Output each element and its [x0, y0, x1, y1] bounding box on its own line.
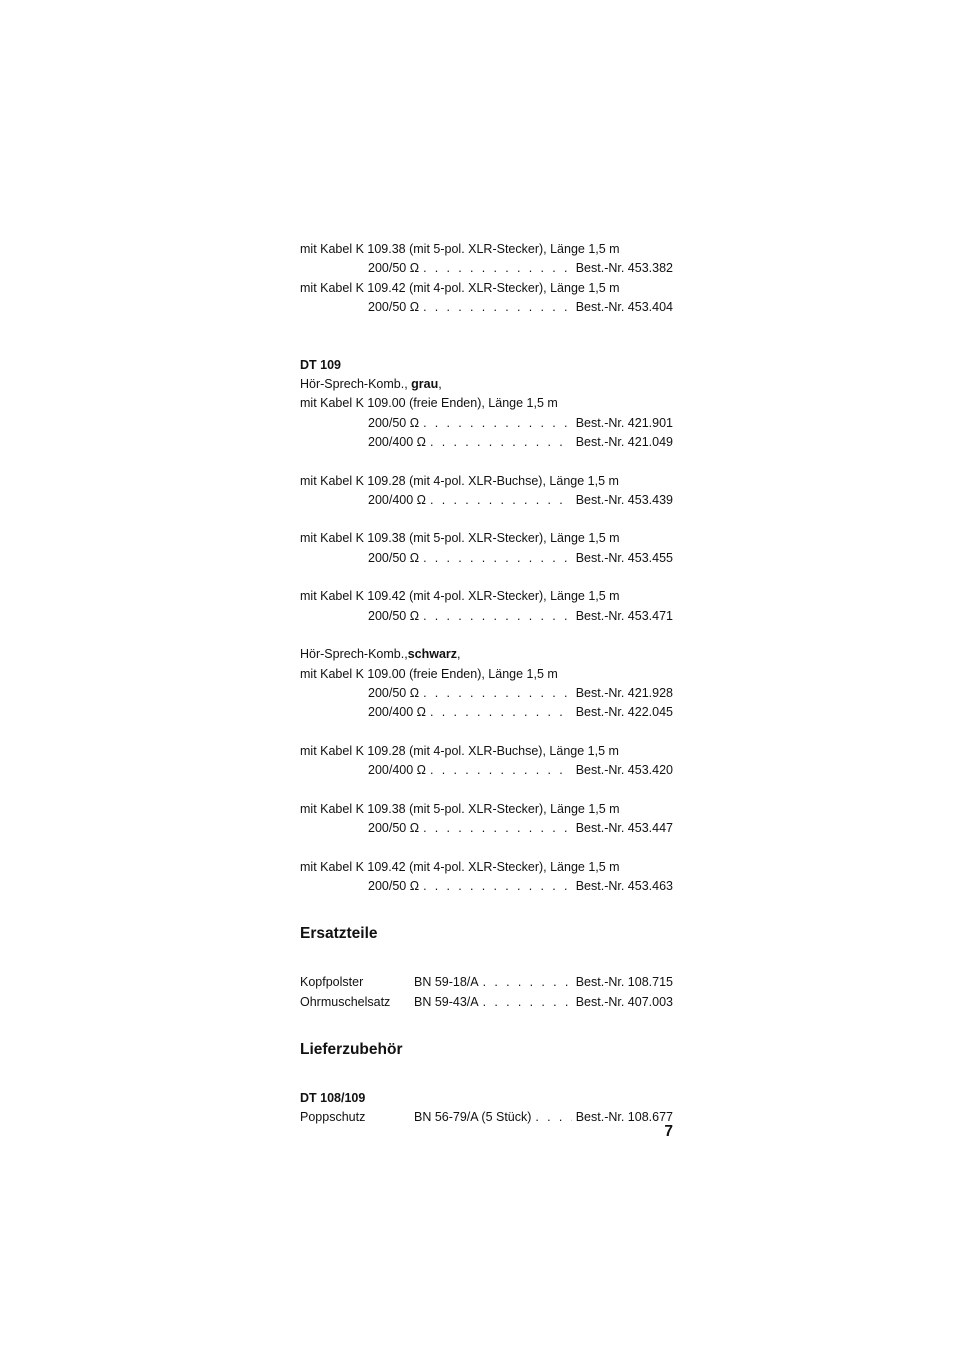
- leader-dots: [430, 433, 572, 452]
- leader-dots: [423, 259, 572, 278]
- impedance: 200/50 Ω: [368, 415, 420, 430]
- impedance: 200/400 Ω: [368, 492, 427, 507]
- order-number: Best.-Nr. 421.901: [575, 415, 673, 430]
- order-number: Best.-Nr. 421.049: [575, 434, 673, 449]
- impedance: 200/50 Ω: [368, 608, 420, 623]
- part-name: Ohrmuschelsatz: [300, 994, 391, 1009]
- part-name: Poppschutz: [300, 1110, 366, 1125]
- variant-line: Hör-Sprech-Komb.,schwarz,: [300, 647, 461, 662]
- order-number: Best.-Nr. 108.715: [575, 975, 673, 990]
- price-list: [300, 240, 673, 1128]
- impedance: 200/400 Ω: [368, 434, 427, 449]
- order-number: Best.-Nr. 453.404: [575, 299, 673, 314]
- leader-dots: [423, 819, 572, 838]
- variant-label: Hör-Sprech-Komb.,: [300, 377, 412, 392]
- model-heading: DT 108/109: [300, 1091, 366, 1106]
- part-code: BN 59-18/A: [414, 975, 479, 990]
- order-row: [300, 877, 673, 896]
- order-number: Best.-Nr. 453.439: [575, 492, 673, 507]
- leader-dots: [430, 703, 572, 722]
- order-row: [300, 259, 673, 278]
- cable-line: mit Kabel K 109.38 (mit 5-pol. XLR-Stecker), Länge 1,5 m: [300, 801, 620, 816]
- cable-line: mit Kabel K 109.42 (mit 4-pol. XLR-Stecker), Länge 1,5 m: [300, 280, 620, 295]
- order-row: [300, 684, 673, 703]
- order-row: [300, 703, 673, 722]
- leader-dots: [423, 414, 572, 433]
- impedance: 200/50 Ω: [368, 550, 420, 565]
- leader-dots: [483, 973, 572, 992]
- impedance: 200/50 Ω: [368, 820, 420, 835]
- part-code: BN 59-43/A: [414, 994, 479, 1009]
- order-row: [300, 491, 673, 510]
- part-code: BN 56-79/A (5 Stück): [414, 1110, 532, 1125]
- variant-color: grau: [411, 377, 439, 392]
- section-heading-lieferzubehoer: Lieferzubehör: [300, 1041, 403, 1059]
- order-row: [300, 819, 673, 838]
- leader-dots: [430, 761, 572, 780]
- cable-line: mit Kabel K 109.00 (freie Enden), Länge 1,5 m: [300, 666, 558, 681]
- accessory-row: [300, 1108, 673, 1127]
- impedance: 200/50 Ω: [368, 261, 420, 276]
- variant-color: schwarz: [407, 647, 458, 662]
- order-number: Best.-Nr. 453.382: [575, 261, 673, 276]
- impedance: 200/400 Ω: [368, 763, 427, 778]
- impedance: 200/50 Ω: [368, 685, 420, 700]
- spare-part-row: [300, 973, 673, 992]
- order-number: Best.-Nr. 453.455: [575, 550, 673, 565]
- leader-dots: [430, 491, 572, 510]
- cable-line: mit Kabel K 109.42 (mit 4-pol. XLR-Stecker), Länge 1,5 m: [300, 589, 620, 604]
- leader-dots: [483, 993, 572, 1012]
- order-number: Best.-Nr. 407.003: [575, 994, 673, 1009]
- order-row: [300, 414, 673, 433]
- cable-line: mit Kabel K 109.28 (mit 4-pol. XLR-Buchse), Länge 1,5 m: [300, 473, 619, 488]
- cable-line: mit Kabel K 109.28 (mit 4-pol. XLR-Buchse), Länge 1,5 m: [300, 743, 619, 758]
- model-heading: DT 109: [300, 357, 341, 372]
- order-number: Best.-Nr. 422.045: [575, 705, 673, 720]
- leader-dots: [535, 1108, 571, 1127]
- order-number: Best.-Nr. 108.677: [575, 1110, 673, 1125]
- order-row: [300, 761, 673, 780]
- order-row: [300, 607, 673, 626]
- impedance: 200/400 Ω: [368, 705, 427, 720]
- section-heading-ersatzteile: Ersatzteile: [300, 925, 378, 943]
- leader-dots: [423, 607, 572, 626]
- leader-dots: [423, 684, 572, 703]
- order-number: Best.-Nr. 453.471: [575, 608, 673, 623]
- impedance: 200/50 Ω: [368, 878, 420, 893]
- part-name: Kopfpolster: [300, 975, 364, 990]
- order-row: [300, 433, 673, 452]
- cable-line: mit Kabel K 109.00 (freie Enden), Länge 1,5 m: [300, 396, 558, 411]
- variant-line: Hör-Sprech-Komb., grau,: [300, 377, 442, 392]
- order-row: [300, 549, 673, 568]
- leader-dots: [423, 877, 572, 896]
- page-number: 7: [664, 1123, 673, 1140]
- order-number: Best.-Nr. 453.420: [575, 763, 673, 778]
- order-number: Best.-Nr. 421.928: [575, 685, 673, 700]
- order-number: Best.-Nr. 453.447: [575, 820, 673, 835]
- order-row: [300, 298, 673, 317]
- cable-line: mit Kabel K 109.42 (mit 4-pol. XLR-Stecker), Länge 1,5 m: [300, 859, 620, 874]
- leader-dots: [423, 298, 572, 317]
- cable-line: mit Kabel K 109.38 (mit 5-pol. XLR-Stecker), Länge 1,5 m: [300, 242, 620, 256]
- spare-part-row: [300, 993, 673, 1012]
- cable-line: mit Kabel K 109.38 (mit 5-pol. XLR-Stecker), Länge 1,5 m: [300, 531, 620, 546]
- order-number: Best.-Nr. 453.463: [575, 878, 673, 893]
- variant-label: Hör-Sprech-Komb.,: [300, 647, 408, 662]
- leader-dots: [423, 549, 572, 568]
- impedance: 200/50 Ω: [368, 299, 420, 314]
